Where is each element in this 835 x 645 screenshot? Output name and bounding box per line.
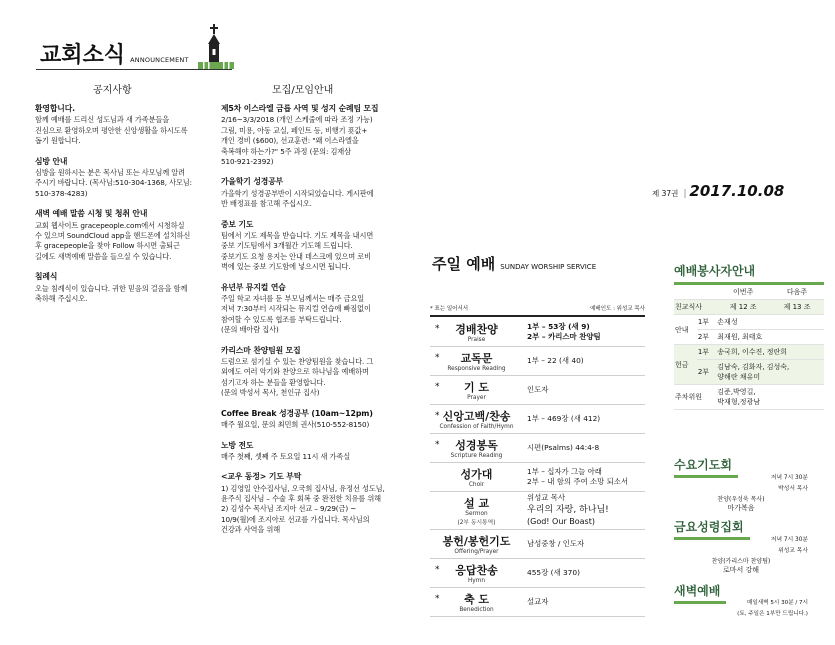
worship-row: 성가대 Choir 1부 – 십자가 그늘 아래 2부 – 내 함의 주여 소망 되소서	[430, 463, 645, 492]
church-icon	[198, 22, 234, 70]
header-divider	[36, 69, 232, 70]
standing-note: * 표는 일어서서	[430, 306, 469, 312]
header	[40, 38, 189, 69]
recruit-item: Coffee Break 성경공부 (10am~12pm) 매주 월요일, 문의 최민희 권사(510-552-8150)	[221, 408, 373, 430]
dawn-section: 새벽예배 매일새벽 5시 30분 / 7시 (토, 주일은 1부만 드립니다.)	[674, 584, 808, 617]
recruit-item: 제5차 이스라엘 금릅 사역 및 성지 순례팀 모집 2/16~3/3/2018 (개인 스케줄에 따라 조정 가능) 그림, 미용, 아동 교실, 페인트 등, 비행기 푯값+ 개인 경비 ($600), 선교훈련: "왜 이스라엘을 축복해야 하는가?" 5주 과정 (문의: 김재삼 510-921-2392)	[221, 104, 379, 167]
worship-row: * 신앙고백/찬송 Confession of Faith/Hymn 1부 – 469장 (새 412)	[430, 405, 645, 434]
worship-row: * 성경봉독 Scripture Reading 시편(Psalms) 44:4-8	[430, 434, 645, 463]
worship-leader: 예배인도 : 위성교 목사	[590, 306, 645, 312]
dawn-title: 새벽예배	[674, 584, 721, 598]
issue-date: 제 37권 | 2017.10.08	[652, 182, 785, 200]
worship-subtitle: SUNDAY WORSHIP SERVICE	[500, 263, 597, 271]
notice-item: 심방 안내 심방을 원하시는 분은 목사님 또는 사모님께 알려 주시기 바랍니다. (목사님:510-304-1368, 사모님: 510-378-4283)	[35, 156, 192, 198]
worship-row: * 응답찬송 Hymn 455장 (새 370)	[430, 559, 645, 588]
recruit-item: 노방 전도 매주 첫째, 셋째 주 토요일 11시 새 가족실	[221, 440, 351, 461]
service-section	[674, 262, 824, 410]
recruit-item: <교우 동정> 기도 부탁 1) 김영일 안수집사님, 오국희 집사님, 유정선 성도님, 윤주식 집사님 – 수술 후 회복 중 완전한 치유를 위해 2) 김성수 목사님 조지아 선교 – 9/29(금) ~ 10/9(월)에 조지아로 선교를 가십니다. 목사님의 건강과 사역을 위해	[221, 472, 385, 535]
service-table: 이번주 다음주 친교식사 제 12 조 제 13 조 안내 1부 손재성 2부 최재원, 최태호 헌금 1부 송국희, 이수진, 정란희 2부 김남숙, 김화자, 김성숙, 양해란 채유미 주차위원 김준,박영길, 박재형,정광남	[674, 285, 824, 410]
page-subtitle: ANNOUNCEMENT	[130, 56, 189, 64]
worship-row: * 교독문 Responsive Reading 1부 – 22 (새 40)	[430, 347, 645, 376]
worship-row: 설 교 Sermon (2부 동시통역) 위성교 목사 우리의 자랑, 하나님! (God! Our Boast)	[430, 492, 645, 530]
recruit-item: 중보 기도 팀에서 기도 제목을 받습니다. 기도 제목을 내시면 중보 기도팀에서 3개월간 기도해 드립니다. 중보기도 요청 용지는 안내 데스크에 있으며 로비 벽에 있는 중보 기도함에 넣으시면 됩니다.	[221, 219, 374, 272]
worship-header	[432, 253, 596, 274]
page-title: 교회소식	[40, 43, 126, 68]
recruit-item: 가을학기 성경공부 가을학기 성경공부반이 시작되었습니다. 게시판에 반 배정표를 참고해 주십시오.	[221, 177, 374, 209]
worship-row: * 기 도 Prayer 인도자	[430, 376, 645, 405]
worship-meta	[430, 304, 645, 312]
date-label: 2017.10.08	[689, 182, 785, 200]
recruit-list	[221, 103, 409, 545]
recruit-item: 유년부 뮤지컬 연습 주일 학교 자녀를 둔 부모님께서는 매주 금요일 저녁 7:30부터 시작되는 뮤지컬 연습에 빠짐없이 참여할 수 있도록 협조를 부탁드립니다. (문의 배아람 집사)	[221, 282, 371, 335]
notice-heading: 공지사항	[93, 85, 132, 96]
volume-label: 제 37권	[652, 189, 679, 198]
worship-order	[430, 318, 645, 617]
wednesday-title: 수요기도회	[674, 458, 732, 472]
worship-row: 봉헌/봉헌기도 Offering/Prayer 남성중창 / 인도자	[430, 530, 645, 559]
worship-title: 주일 예배	[432, 255, 496, 273]
service-heading: 예배봉사자안내	[674, 264, 756, 278]
wednesday-section: 수요기도회 저녁 7시 30분 박성서 목사 찬양(우성욱 목사) 마가복음	[674, 458, 808, 512]
recruit-heading: 모집/모임안내	[272, 85, 334, 96]
recruit-item: 카리스마 찬양팀원 모집 드럼으로 섬기실 수 있는 찬양팀원을 찾습니다. 그 외에도 여러 악기와 찬양으로 하나님을 예배하며 섬기고자 하는 분들을 환영합니다. (문의 박성서 목사, 천인규 집사)	[221, 345, 374, 398]
notice-list	[35, 103, 215, 313]
worship-row: * 경배찬양 Praise 1부 – 53장 (새 9) 2부 – 카리스마 찬양팀	[430, 318, 645, 347]
notice-item: 침례식 오늘 침례식이 있습니다. 귀한 믿음의 걸음을 함께 축하해 주십시오.	[35, 272, 188, 303]
notice-item: 새벽 예배 말씀 시청 및 청취 안내 교회 웹사이트 gracepeople.com에서 시청하실 수 있으며 SoundCloud app을 핸드폰에 설치하신 후 gracepeople을 찾아 Follow 하시면 출퇴근 길에도 새벽예배 말씀을 들으실 수 있습니다.	[35, 209, 191, 261]
friday-section: 금요성령집회 저녁 7시 30분 위성교 목사 찬양(카리스마 찬양팀) 로마서 강해	[674, 520, 808, 574]
friday-title: 금요성령집회	[674, 520, 744, 534]
worship-divider	[430, 315, 645, 317]
worship-row: * 축 도 Benediction 설교자	[430, 588, 645, 617]
notice-item: 환영합니다. 함께 예배를 드리신 성도님과 새 가족분들을 진심으로 환영하오며 평안한 신앙생활을 하시도록 돕기 원합니다.	[35, 104, 188, 146]
